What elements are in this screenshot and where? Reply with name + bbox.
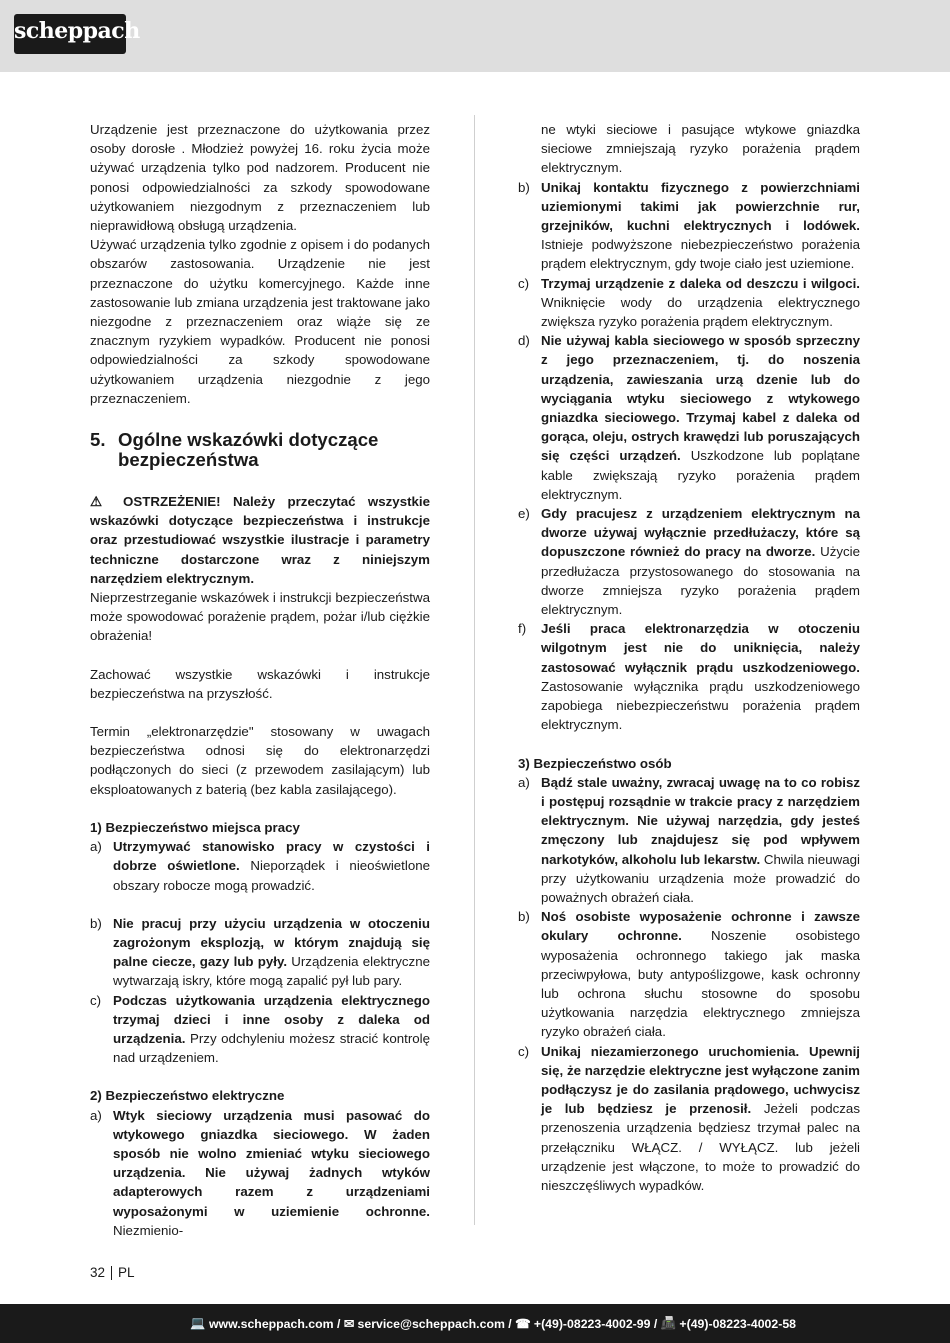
column-divider [474, 115, 475, 1225]
phone-icon: ☎ [515, 1316, 531, 1331]
electrical-item-a-continued [518, 120, 860, 178]
item-label: b) [90, 915, 102, 931]
item-bold: Utrzymywać stanowisko pracy w czystości i dobrze oświetlone. [113, 839, 430, 874]
section-heading [90, 430, 430, 470]
intro-paragraph-1: Urządzenie jest przeznaczone do użytkowania przez osoby dorosłe . Młodzież powyżej 16. roku życia może używać urządzenia tylko pod nadzorem. Producent nie ponosi odpowiedzialności za szkody spowodowane użytkowaniem niezgodnym z przeznaczeniem lub nieprawidłową obsługą urządzenia. [90, 122, 430, 234]
item-bold: Unikaj kontaktu fizycznego z powierzchniami uziemionymi takimi jak powierzchnie rur, grzejników, kuchni elektrycznych i lodówek. [541, 179, 860, 234]
page-number-footer [90, 1265, 135, 1280]
item-text: Niezmienio- [113, 1222, 184, 1238]
electrical-item-a [90, 1106, 430, 1240]
item-text: Jeżeli podczas przenoszenia urządzenia będziesz trzymał palec na przełączniku WŁĄCZ. / WYŁĄCZ. lub jeżeli urządzenie jest włączone, to może to prowadzić do nieszczęśliwych wypadków. [541, 1101, 860, 1193]
item-text: Przy odchyleniu możesz stracić kontrolę nad urządzeniem. [113, 1030, 430, 1066]
email-link[interactable]: service@scheppach.com / [354, 1316, 516, 1331]
item-bold: Podczas użytkowania urządzenia elektrycznego trzymaj dzieci i inne osoby z daleka od urządzenia. [113, 992, 430, 1046]
item-bold: Wtyk sieciowy urządzenia musi pasować do wtykowego gniazdka sieciowego. W żaden sposób nie wolno zmieniać wtyku sieciowego urządzenia. Nie używaj żadnych wtyków adapterowych razem z urządzeniami wyposażonymi w uziemienie ochronne. [113, 1107, 430, 1219]
section-title: Ogólne wskazówki dotyczące bezpieczeństwa [118, 429, 379, 471]
page-separator [111, 1266, 112, 1280]
workplace-item-c [90, 991, 430, 1068]
persons-item-a [518, 773, 860, 907]
workplace-item-b [90, 914, 430, 991]
electrical-item-d [518, 331, 860, 504]
item-text: Urządzenia elektryczne wytwarzają iskry, które mogą zapalić pył lub pary. [113, 954, 430, 989]
item-label: c) [518, 1043, 530, 1059]
mail-icon: ✉ [343, 1316, 355, 1331]
term-definition: Termin „elektronarzędzie" stosowany w uwagach bezpieczeństwa odnosi się do elektronarzędzi podłączonych do sieci (z przewodem zasilającym) lub eksploatowanych z baterią (bez kabla zasilającego). [90, 724, 430, 797]
item-label: c) [90, 992, 102, 1008]
electrical-item-c [518, 274, 860, 332]
logo-text: scheppach [14, 18, 140, 44]
item-bold: Bądź stale uważny, zwracaj uwagę na to co robisz i postępuj rozsądnie w trakcie pracy z narzędziem elektrycznym. Nie używaj narzędzia, gdy jesteś zmęczony lub znajdujesz się pod wpływem narkotyków, alkoholu lub lekarstw. [541, 774, 860, 867]
fax-number: +(49)-08223-4002-58 [676, 1316, 796, 1331]
item-label: c) [518, 275, 530, 291]
website-link[interactable]: www.scheppach.com / [205, 1316, 344, 1331]
item-label: a) [90, 1107, 102, 1123]
item-bold: Jeśli praca elektronarzędzia w otoczeniu wilgotnym jest nie do uniknięcia, należy zastosować wyłącznik prądu uszkodzeniowego. [541, 621, 860, 675]
item-bold: Nie pracuj przy użyciu urządzenia w otoczeniu zagrożonym eksplozją, w którym znajdują się palne ciecze, gazy lub pyły. [113, 915, 430, 970]
item-bold: Nie używaj kabla sieciowego w sposób sprzeczny z jego przeznaczeniem, tj. do noszenia urządzenia, zawieszania urzą dzenie lub do wyciągania wtyku sieciowego z wtykowego gniazdka sieciowego. Trzymaj kabel z daleka od gorąca, oleju, ostrych krawędzi lub poruszających się części urządzeń. [541, 333, 860, 464]
item-text: ne wtyki sieciowe i pasujące wtykowe gniazdka sieciowe zmniejszają ryzyko porażenia prądem elektrycznym. [541, 122, 860, 176]
electrical-safety-title: 2) Bezpieczeństwo elektryczne [90, 1088, 285, 1104]
header-band [0, 0, 950, 72]
item-label: d) [518, 333, 530, 349]
item-text: Chwila nieuwagi przy użytkowaniu urządzenia może prowadzić do poważnych obrażeń ciała. [541, 851, 860, 905]
item-bold: Unikaj niezamierzonego uruchomienia. Upewnij się, że narzędzie elektryczne jest wyłączone zanim podłączysz je do zasilania prądowego, uchwycisz je lub będziesz je przenosił. [541, 1043, 860, 1117]
page-number: 32 [90, 1265, 106, 1280]
fax-icon: 📠 [660, 1316, 677, 1330]
warning-icon: ⚠ [90, 494, 111, 510]
item-text: Nieporządek i nieoświetlone obszary robocze mogą prowadzić. [113, 858, 431, 893]
phone-number: +(49)-08223-4002-99 / [530, 1316, 661, 1331]
workplace-item-a [90, 837, 430, 895]
item-label: a) [518, 774, 530, 790]
contact-footer-bar [0, 1304, 950, 1343]
item-label: b) [518, 909, 530, 925]
item-text: Uszkodzone lub poplątane kable zwiększają ryzyko porażenia prądem elektrycznym. [541, 448, 860, 502]
personal-safety-title: 3) Bezpieczeństwo osób [518, 755, 672, 771]
item-label: a) [90, 839, 102, 855]
item-text: Istnieje podwyższone niebezpieczeństwo porażenia prądem elektrycznym, gdy twoje ciało jest uziemione. [541, 237, 860, 272]
warning-bold-text: OSTRZEŻENIE! Należy przeczytać wszystkie wskazówki dotyczące bezpieczeństwa i instrukcje oraz przestudiować wszystkie ilustracje i parametry techniczne dostarczone wraz z niniejszym narzędziem elektrycznym. [90, 494, 430, 586]
section-number: 5. [90, 429, 106, 451]
item-bold: Gdy pracujesz z urządzeniem elektrycznym na dworze używaj wyłącznie przedłużaczy, które są dopuszczone również do pracy na dworze. [541, 506, 860, 560]
warning-consequence: Nieprzestrzeganie wskazówek i instrukcji bezpieczeństwa może spowodować porażenie prądem, pożar i/lub ciężkie obrażenia! [90, 590, 430, 644]
left-column [90, 120, 430, 1240]
persons-item-c [518, 1042, 860, 1196]
right-column [518, 120, 860, 1195]
item-text: Noszenie osobistego wyposażenia ochronnego takiego jak maska przeciwpyłowa, buty antypoślizgowe, kask ochronny lub ochrona słuchu stosowne do sposobu użytkowania narzędzia elektrycznego zmniejsza ryzyko obrażeń ciała. [541, 928, 860, 1040]
electrical-item-f [518, 619, 860, 734]
item-bold: Trzymaj urządzenie z daleka od deszczu i wilgoci. [541, 275, 860, 291]
item-label: b) [518, 179, 530, 195]
item-text: Wniknięcie wody do urządzenia elektrycznego zwiększa ryzyko porażenia prądem elektrycznym. [541, 294, 860, 330]
item-bold: Noś osobiste wyposażenie ochronne i zawsze okulary ochronne. [541, 909, 860, 944]
keep-instructions: Zachować wszystkie wskazówki i instrukcje bezpieczeństwa na przyszłość. [90, 666, 430, 701]
warning-paragraph [90, 492, 430, 588]
scheppach-logo [14, 14, 140, 54]
item-text: Użycie przedłużacza przystosowanego do stosowania na dworze zmniejsza ryzyko porażenia prądem elektrycznym. [541, 544, 860, 618]
item-text: Zastosowanie wyłącznika prądu uszkodzeniowego zapobiega niebezpieczeństwu porażenia prądem elektrycznym. [541, 678, 860, 733]
intro-paragraph-2: Używać urządzenia tylko zgodnie z opisem i do podanych obszarów zastosowania. Urządzenie nie jest przeznaczone do użytku komercyjnego. Każde inne zastosowanie lub zmiana urządzenia jest traktowane jako niezgodne z przeznaczeniem oraz wiąże się ze znacznym ryzykiem wypadków. Producent nie ponosi odpowiedzialności za szkody spowodowane użytkowaniem urządzenia niezgodnie z jego przeznaczeniem. [90, 237, 430, 406]
item-label: e) [518, 506, 530, 522]
persons-item-b [518, 907, 860, 1041]
computer-icon: 💻 [190, 1316, 206, 1330]
electrical-item-b [518, 178, 860, 274]
item-label: f) [518, 621, 527, 637]
electrical-item-e [518, 504, 860, 619]
language-code: PL [118, 1265, 135, 1280]
workplace-safety-title: 1) Bezpieczeństwo miejsca pracy [90, 819, 300, 835]
